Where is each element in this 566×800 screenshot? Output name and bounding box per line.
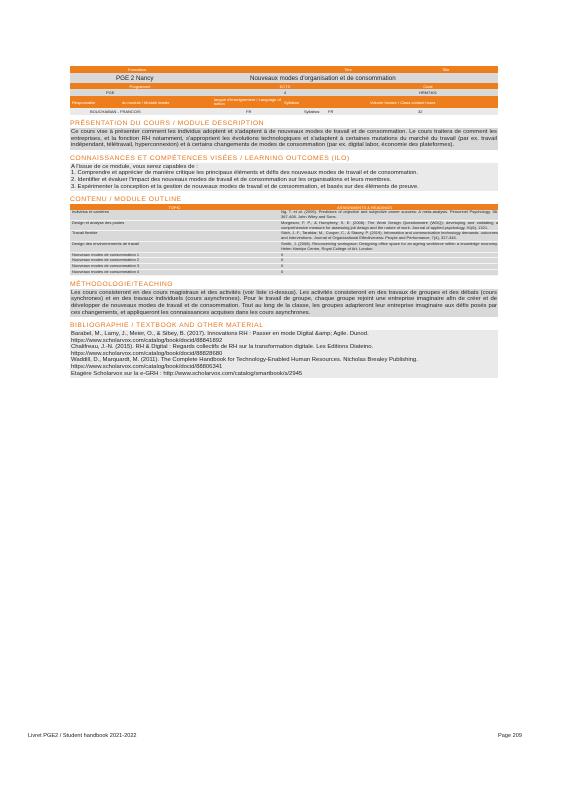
bibliography-entry: Barabel, M., Lamy, J., Meier, O., & Sibey, B. (2017). Innovations RH : Passer en mode Digital &amp; Agile. Dunod. https://www.scholarvox.com/catalog/book/docid/88841892 — [71, 331, 369, 344]
presentation-text-block — [70, 128, 498, 150]
reading-cell: Smith, J. (2008). Reconceiving workspace: Designing office space for an ageing workforce within a knowledge economy. Helen Hamlyn Centre, Royal College of Art, London. — [281, 240, 498, 251]
bibliography-entry: Etagère Scholarvox sur la e-GRH : http://www.scholarvox.com/catalog/smartbook/s/2945 — [71, 370, 303, 377]
reading-cell: Stich, J.-F., Tarafdar, M., Cooper, C., & Stacey, P. (2019). Information and communication technology demands: outcomes and interventions. Journal of Organizational Effectiveness: People and Performance, 7(4), 327-345. — [281, 230, 498, 241]
formation-label: Formation — [128, 67, 147, 72]
ects-label: ECTS — [279, 83, 291, 89]
footer-handbook-label: Livret PGE2 / Student handbook 2021-2022 — [28, 733, 137, 739]
title-label: Title — [442, 67, 450, 72]
ects-value: 4 — [283, 90, 287, 95]
module-outline-heading: CONTENU / MODULE OUTLINE — [70, 196, 182, 204]
topic-cell: Nouveaux modes de consommation 4 — [72, 268, 140, 274]
page-footer — [28, 733, 522, 739]
header-row-programme — [70, 83, 498, 89]
page-number: Page 209 — [498, 733, 522, 739]
syllabus-page — [70, 66, 498, 378]
table-row — [70, 242, 498, 253]
code-label: Code — [423, 83, 433, 89]
readings-column-header: ASSIGNMENTS & READINGS — [337, 204, 392, 210]
teaching-text: Les cours consisteront en des cours magistraux et des activités (voir liste ci-dessus). Les activités consisteront en des travaux de groupes et des débats (cours synchrones) et en des travaux individuels (cours asynchrones). Pour le travail de groupe, chaque groupe rejoint une entreprise imaginaire afin de créer et de développer de nouveaux modes de travail et de consommation. Tout au long de la classe, les groupes adapteront leur entreprise imaginaire aux défis posés par ces changements, et appliqueront les connaissances acquises dans les cours asynchrones. — [71, 289, 497, 316]
syllabus-value: FR — [328, 109, 334, 114]
topic-cell: Individus et carrières — [72, 209, 109, 215]
syllabus-field-label: Syllabus: — [304, 109, 321, 114]
header-row-values — [70, 73, 498, 83]
titre-label: Titre — [344, 67, 352, 72]
learning-outcomes-heading: CONNAISSANCES ET COMPÉTENCES VISÉES / LEARNING OUTCOMES (ILO) — [70, 154, 350, 162]
header-row-programme-values — [70, 89, 498, 96]
langue-value: FR — [246, 109, 252, 114]
topic-cell: Travail flexible — [72, 230, 98, 236]
leader-value: BOUCHAIBAN - FRANCOIS — [90, 109, 141, 114]
header-row-leader — [70, 96, 498, 108]
volume-label: Volume horaire / Class contact hours — [370, 99, 436, 105]
bibliography-entry: Chalifreau, J.-N. (2015). RH & Digital : Regards collectifs de RH sur la transformation digitale. Les Editions Diateino. https://www.scholarvox.com/catalog/book/docid/88828680 — [71, 344, 374, 357]
table-row — [70, 270, 498, 276]
responsable-label: Responsable — [72, 99, 96, 105]
programme-value: PGE — [106, 90, 115, 95]
programme-label: Programme — [129, 83, 151, 89]
module-leader-label: du module / Module leader — [122, 99, 170, 105]
bibliography-block — [70, 330, 498, 378]
learning-outcome-1: 1. Comprendre et apprécier de manière critique les principaux éléments et défis des nouveaux modes de travail et de consommation. — [71, 170, 419, 177]
learning-outcome-intro: A l'issue de ce module, vous serez capables de : — [71, 163, 198, 170]
reading-cell: Morgeson, F. P., & Humphrey, S. E. (2006). The Work Design Questionnaire (WDQ): developing and validating a comprehensive measure for assessing job design and the nature of work. Journal of applied psychology, 91(6), 1321. — [281, 219, 498, 230]
learning-outcome-2: 2. Identifier et évaluer l'impact des nouveaux modes de travail et de consommation sur les organisations et leurs membres. — [71, 176, 392, 183]
langue-label: langue d'enseignement / Language of tuition — [214, 97, 281, 106]
reading-cell: 0 — [281, 263, 284, 269]
formation-value: PGE 2 Nancy — [116, 74, 154, 82]
topic-cell: Design et analyse des postes — [72, 219, 125, 225]
learning-outcomes-block — [70, 163, 498, 191]
topic-cell: Nouveaux modes de consommation 2 — [72, 257, 140, 263]
reading-cell: 0 — [281, 268, 284, 274]
reading-cell: 0 — [281, 251, 284, 257]
reading-cell: Ng, T. et al. (2005). Predictors of objective and subjective career success: A meta-analysis. Personnel Psychology, 58, 367-408. John Wiley and Sons. — [281, 209, 498, 219]
topic-cell: Nouveaux modes de consommation 1 — [72, 251, 140, 257]
bibliography-entry: Waddill, D., Marquardt, M. (2011). The Complete Handbook for Technology-Enabled Human Resources. Nicholas Brealey Publishing. https://www.scholarvox.com/catalog/book/docid/88806341 — [71, 357, 418, 371]
topic-cell: Nouveaux modes de consommation 3 — [72, 263, 140, 269]
header-row-labels — [70, 66, 498, 73]
reading-cell: 0 — [281, 257, 284, 263]
header-row-leader-values — [70, 108, 498, 115]
topic-column-header: TOPIC — [168, 204, 181, 210]
learning-outcome-3: 3. Expérimenter la conception et la gestion de nouveaux modes de travail et de consommation, et basés sur des éléments de preuve. — [71, 183, 419, 190]
syllabus-label: Syllabus — [284, 99, 300, 105]
teaching-text-block — [70, 289, 498, 317]
teaching-heading: MÉTHODOLOGIE/TEACHING — [70, 280, 174, 288]
presentation-heading: PRÉSENTATION DU COURS / MODULE DESCRIPTION — [70, 120, 265, 127]
topic-cell: Design des environnements de travail — [72, 240, 139, 246]
code-value: HRM7401 — [418, 90, 437, 95]
hours-value: 32 — [418, 109, 423, 114]
title-value: Nouveaux modes d'organisation et de consommation — [250, 74, 396, 82]
presentation-text: Ce cours vise à présenter comment les individus adoptent et s'adaptent à de nouveaux modes de travail et de consommation. Le cours traitera de comment les entreprises, et la fonction RH notamment, s'approprient les évolutions technologiques et s'adaptent à certaines mutations du marché du travail (par ex. travail indépendant, télétravail, hyperconnexion) et à certains changements de modes de consommation (par ex. digital labor, économie des plateformes). — [71, 129, 497, 149]
bibliography-heading: BIBLIOGRAPHIE / TEXTBOOK AND OTHER MATERIAL — [70, 322, 264, 330]
